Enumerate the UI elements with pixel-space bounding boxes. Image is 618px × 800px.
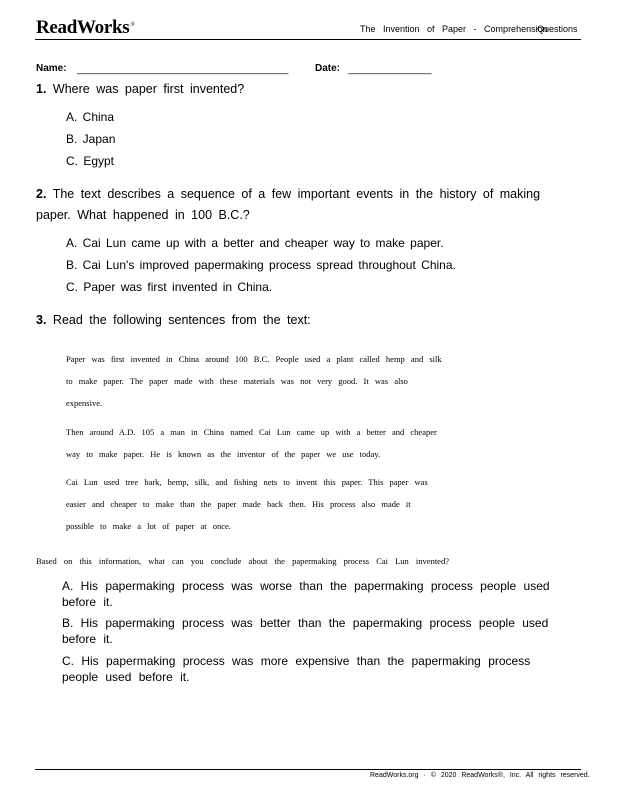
name-blank: ______________________________________ xyxy=(77,64,289,75)
name-label: Name: xyxy=(36,63,67,74)
option-1c: C. Egypt xyxy=(66,154,115,168)
header-divider xyxy=(35,39,581,40)
question-1 xyxy=(36,82,244,96)
document-title-suffix: Questions xyxy=(537,24,578,34)
option-2c: C. Paper was first invented in China. xyxy=(66,280,273,294)
conclusion-prompt: Based on this information, what can you conclude about the papermaking process Cai Lun invented? xyxy=(36,556,449,566)
footer-divider xyxy=(35,769,581,770)
option-3c: C. His papermaking process was more expensive than the papermaking process people used before it. xyxy=(62,654,531,684)
passage-line: to make paper. The paper made with these materials was not very good. It was also xyxy=(66,376,408,386)
passage-line: Cai Lun used tree bark, hemp, silk, and fishing nets to invent this paper. This paper was xyxy=(66,477,428,487)
question-number: 1. xyxy=(36,82,47,96)
question-number: 3. xyxy=(36,313,47,327)
question-3 xyxy=(36,313,311,327)
readworks-logo: ReadWorks® xyxy=(36,17,135,38)
question-number: 2. xyxy=(36,187,47,201)
question-text: The text describes a sequence of a few important events in the history of making xyxy=(52,187,541,201)
date-label: Date: xyxy=(315,63,341,74)
passage-line: Then around A.D. 105 a man in China named Cai Lun came up with a better and cheaper xyxy=(66,427,437,437)
option-3a: A. His papermaking process was worse than the papermaking process people used before it. xyxy=(62,579,550,609)
question-2-continued: paper. What happened in 100 B.C.? xyxy=(36,208,250,222)
question-2 xyxy=(36,187,540,201)
passage-line: way to make paper. He is known as the inventor of the paper we use today. xyxy=(66,449,381,459)
option-1b: B. Japan xyxy=(66,132,116,146)
option-3b: B. His papermaking process was better than the papermaking process people used before it. xyxy=(62,616,549,646)
document-title: The Invention of Paper - Comprehension xyxy=(360,24,548,34)
footer-copyright: ReadWorks.org · © 2020 ReadWorks®, Inc. All rights reserved. xyxy=(370,772,590,779)
question-text: Read the following sentences from the text: xyxy=(52,313,311,327)
passage-line: Paper was first invented in China around 100 B.C. People used a plant called hemp and silk xyxy=(66,354,442,364)
question-text: Where was paper first invented? xyxy=(52,82,245,96)
option-2b: B. Cai Lun's improved papermaking process spread throughout China. xyxy=(66,258,456,272)
passage-line: possible to make a lot of paper at once. xyxy=(66,521,231,531)
option-2a: A. Cai Lun came up with a better and cheaper way to make paper. xyxy=(66,236,444,250)
passage-line: easier and cheaper to make than the paper made back then. His process also made it xyxy=(66,499,411,509)
date-blank: _______________ xyxy=(348,64,432,75)
option-1a: A. China xyxy=(66,110,115,124)
passage-line: expensive. xyxy=(66,398,103,408)
